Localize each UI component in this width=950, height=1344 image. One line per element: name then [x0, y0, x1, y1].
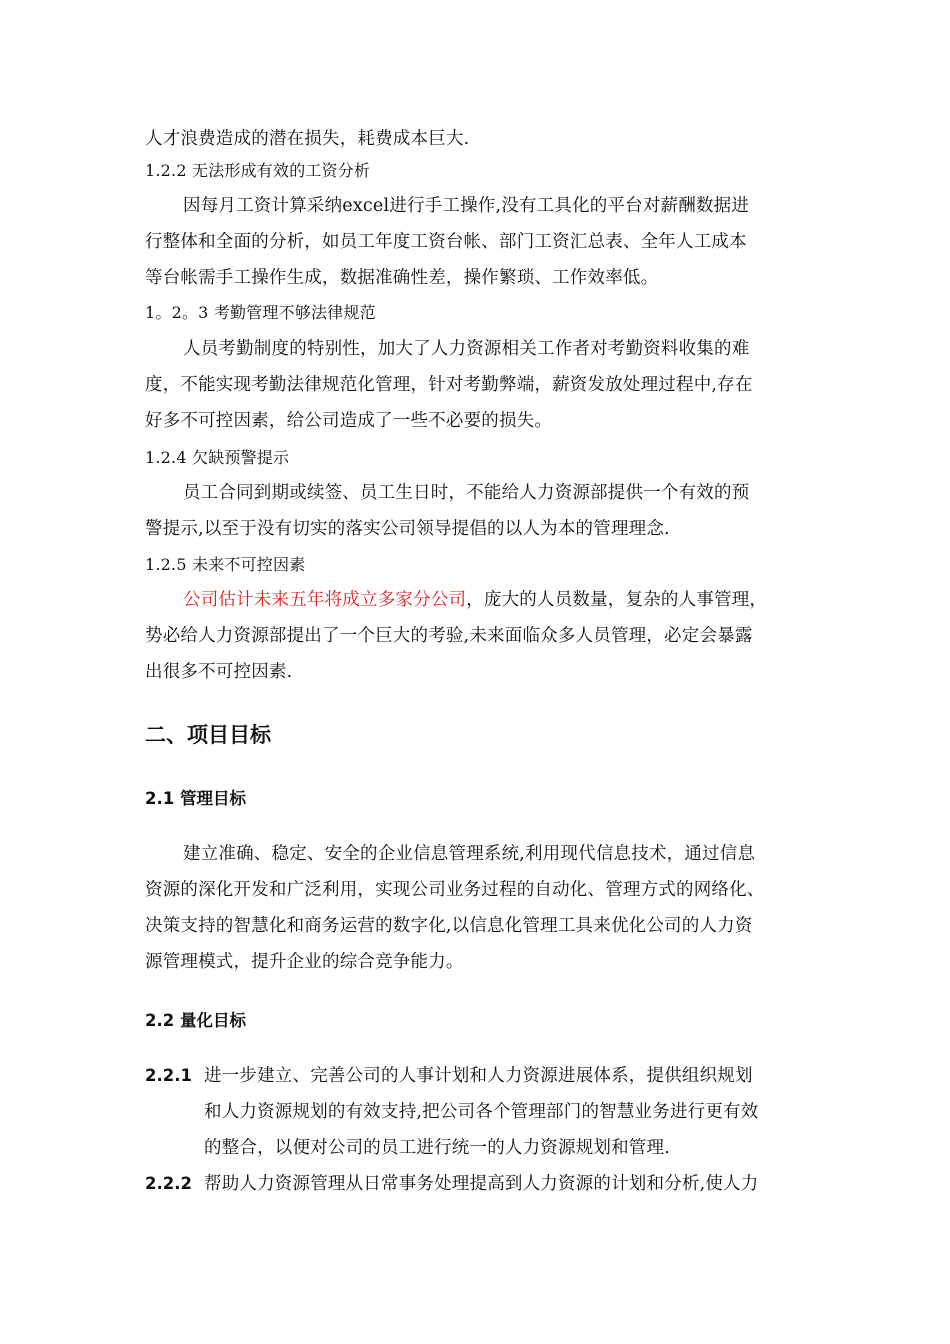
paragraph-line: 员工合同到期或续签、员工生日时，不能给人力资源部提供一个有效的预	[183, 483, 750, 503]
paragraph-line: 度，不能实现考勤法律规范化管理，针对考勤弊端，薪资发放处理过程中,存在	[145, 375, 753, 395]
highlighted-text: 公司估计未来五年将成立多家分公司	[183, 590, 467, 610]
paragraph-line: 人才浪费造成的潜在损失，耗费成本巨大.	[145, 129, 470, 149]
list-item-line: 的整合，以便对公司的员工进行统一的人力资源规划和管理.	[204, 1138, 670, 1158]
section-heading: 二、项目目标	[145, 723, 271, 747]
paragraph-line: 行整体和全面的分析，如员工年度工资台帐、部门工资汇总表、全年人工成本	[145, 232, 747, 252]
list-item-line: 帮助人力资源管理从日常事务处理提高到人力资源的计划和分析,使人力	[204, 1174, 759, 1194]
paragraph-line: 人员考勤制度的特别性，加大了人力资源相关工作者对考勤资料收集的难	[183, 339, 750, 359]
paragraph-line: 出很多不可控因素.	[145, 662, 293, 682]
paragraph-line: 警提示,以至于没有切实的落实公司领导提倡的以人为本的管理理念.	[145, 519, 670, 539]
list-item-number: 2.2.1	[145, 1066, 192, 1085]
paragraph-line: 好多不可控因素，给公司造成了一些不必要的损失。	[145, 411, 553, 431]
subsection-heading-2-2: 2.2 量化目标	[145, 1011, 246, 1030]
subsection-title-1-2-3: 1。2。3 考勤管理不够法律规范	[145, 303, 376, 322]
list-item-number: 2.2.2	[145, 1174, 192, 1193]
paragraph-line: 等台帐需手工操作生成，数据准确性差，操作繁琐、工作效率低。	[145, 268, 659, 288]
paragraph-line: 资源的深化开发和广泛利用，实现公司业务过程的自动化、管理方式的网络化、	[145, 880, 765, 900]
paragraph-line: 因每月工资计算采纳excel进行手工操作,没有工具化的平台对薪酬数据进	[183, 196, 750, 216]
paragraph-text: ，庞大的人员数量，复杂的人事管理，	[466, 590, 768, 610]
subsection-title-1-2-2: 1.2.2 无法形成有效的工资分析	[145, 161, 371, 180]
paragraph-line	[183, 588, 767, 612]
subsection-title-1-2-5: 1.2.5 未来不可控因素	[145, 555, 306, 574]
list-item-line: 和人力资源规划的有效支持,把公司各个管理部门的智慧业务进行更有效	[204, 1102, 759, 1122]
subsection-title-1-2-4: 1.2.4 欠缺预警提示	[145, 448, 290, 467]
paragraph-line: 源管理模式，提升企业的综合竞争能力。	[145, 952, 464, 972]
paragraph-line: 决策支持的智慧化和商务运营的数字化,以信息化管理工具来优化公司的人力资	[145, 916, 753, 936]
subsection-heading-2-1: 2.1 管理目标	[145, 789, 246, 808]
paragraph-line: 势必给人力资源部提出了一个巨大的考验,未来面临众多人员管理，必定会暴露	[145, 626, 753, 646]
paragraph-line: 建立准确、稳定、安全的企业信息管理系统,利用现代信息技术，通过信息	[183, 844, 756, 864]
list-item-line: 进一步建立、完善公司的人事计划和人力资源进展体系，提供组织规划	[204, 1066, 753, 1086]
